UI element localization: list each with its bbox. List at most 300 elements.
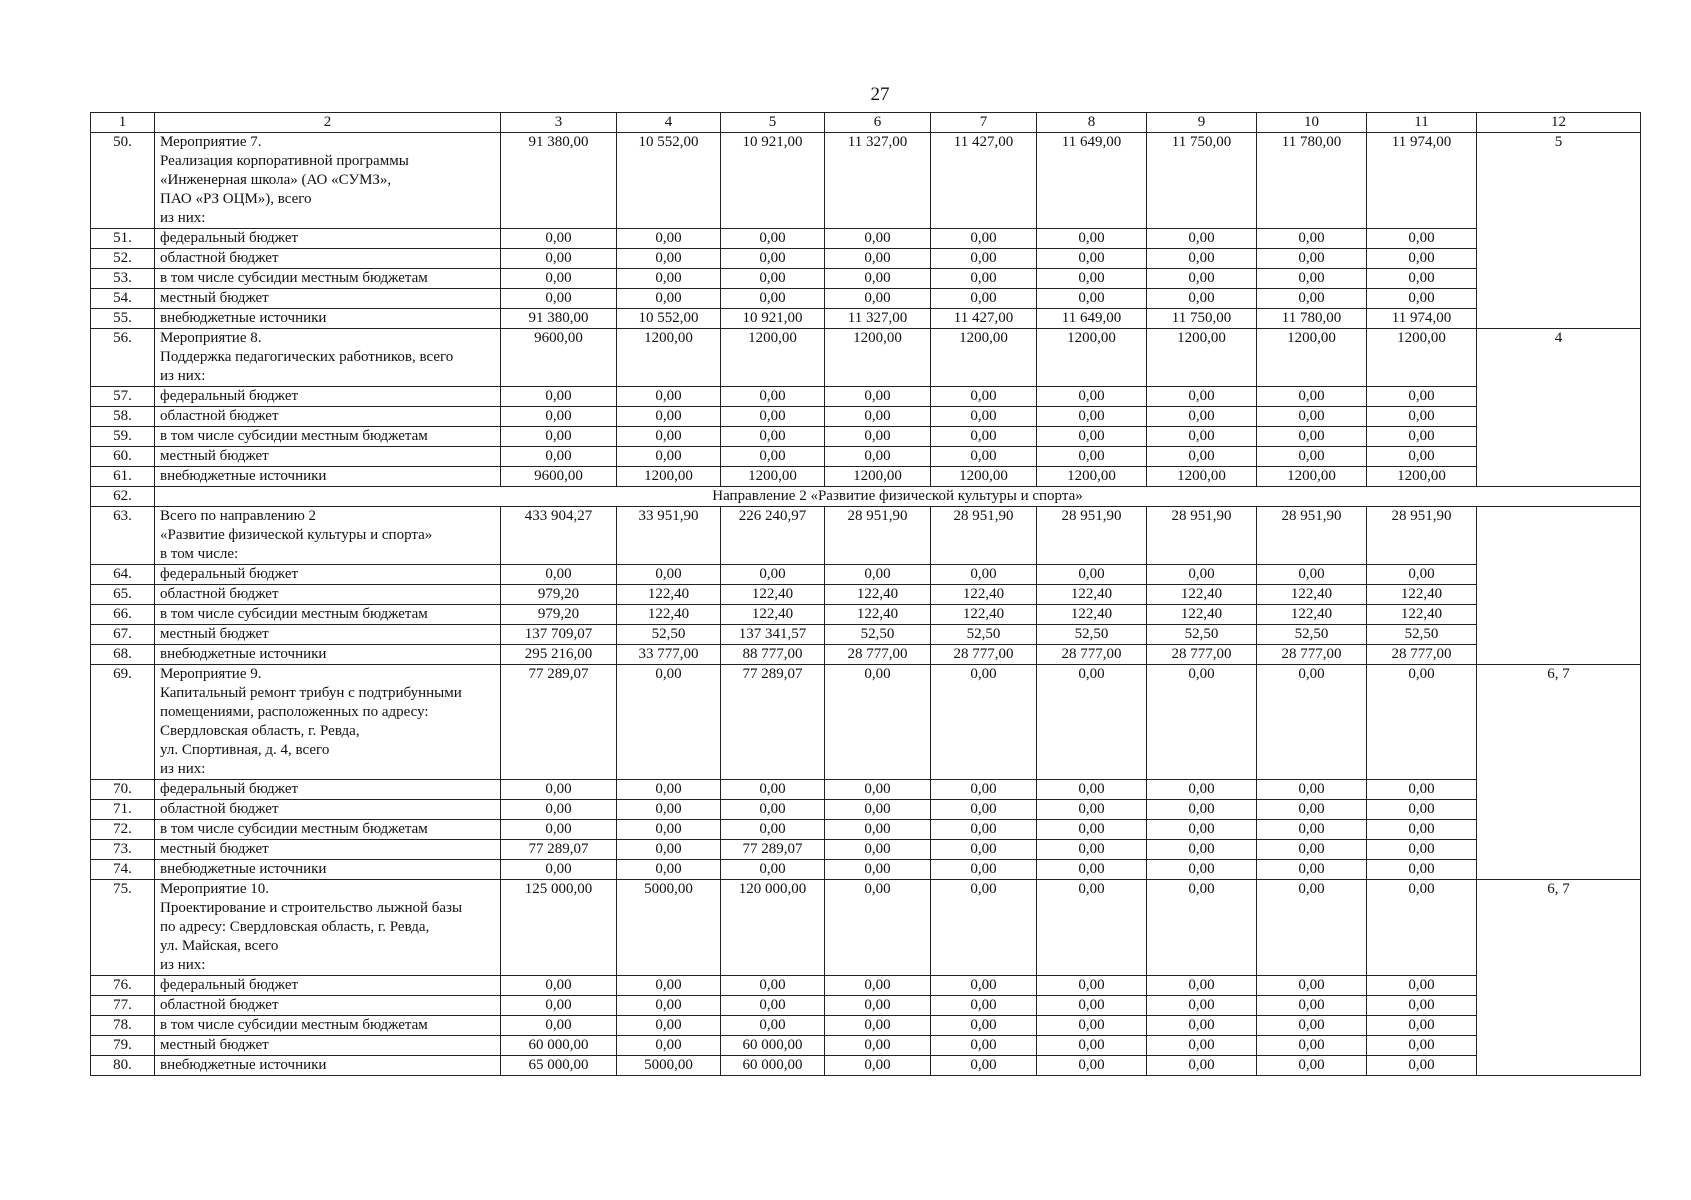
- column-number-cell: 10: [1257, 113, 1367, 133]
- value-cell: 9600,00: [501, 467, 617, 487]
- value-cell: 0,00: [825, 269, 931, 289]
- value-cell: 0,00: [931, 229, 1037, 249]
- value-cell: 0,00: [931, 1056, 1037, 1076]
- value-cell: 0,00: [1147, 229, 1257, 249]
- section-title: Направление 2 «Развитие физической культуры и спорта»: [155, 487, 1641, 507]
- value-cell: 5000,00: [617, 1056, 721, 1076]
- name-line: местный бюджет: [160, 626, 269, 642]
- name-line: внебюджетные источники: [160, 861, 327, 877]
- funding-source-name: [155, 1036, 501, 1056]
- funding-source-name: [155, 407, 501, 427]
- value-cell: 10 921,00: [721, 309, 825, 329]
- value-cell: 0,00: [1367, 800, 1477, 820]
- table-row: [91, 467, 1641, 487]
- value-cell: 0,00: [1367, 229, 1477, 249]
- table-row: [91, 605, 1641, 625]
- target-indicator-cell: 4: [1477, 329, 1641, 487]
- value-cell: 0,00: [721, 976, 825, 996]
- value-cell: 0,00: [617, 229, 721, 249]
- name-line: Поддержка педагогических работников, всего: [160, 349, 454, 365]
- funding-source-name: [155, 447, 501, 467]
- value-cell: 52,50: [1257, 625, 1367, 645]
- funding-source-name: [155, 229, 501, 249]
- value-cell: 122,40: [1147, 605, 1257, 625]
- value-cell: 28 951,90: [825, 507, 931, 565]
- table-row: [91, 860, 1641, 880]
- value-cell: 0,00: [931, 1016, 1037, 1036]
- value-cell: 120 000,00: [721, 880, 825, 976]
- name-line: Мероприятие 10.: [160, 881, 269, 897]
- value-cell: 0,00: [721, 780, 825, 800]
- value-cell: 0,00: [931, 427, 1037, 447]
- value-cell: 0,00: [825, 1056, 931, 1076]
- name-line: областной бюджет: [160, 801, 279, 817]
- table-row: [91, 269, 1641, 289]
- table-row: [91, 1036, 1641, 1056]
- table-row: [91, 229, 1641, 249]
- value-cell: 0,00: [1147, 387, 1257, 407]
- name-line: Всего по направлению 2: [160, 508, 317, 524]
- value-cell: 0,00: [721, 229, 825, 249]
- row-number: 60.: [91, 447, 155, 467]
- name-line: «Инженерная школа» (АО «СУМЗ»,: [160, 172, 392, 188]
- value-cell: 11 649,00: [1037, 133, 1147, 229]
- value-cell: 0,00: [825, 1036, 931, 1056]
- value-cell: 0,00: [1037, 1056, 1147, 1076]
- value-cell: 0,00: [1037, 780, 1147, 800]
- value-cell: 1200,00: [1257, 467, 1367, 487]
- value-cell: 0,00: [931, 447, 1037, 467]
- funding-source-name: [155, 1016, 501, 1036]
- value-cell: 0,00: [1037, 289, 1147, 309]
- value-cell: 137 709,07: [501, 625, 617, 645]
- value-cell: 28 951,90: [931, 507, 1037, 565]
- value-cell: 0,00: [617, 427, 721, 447]
- target-indicator-cell: [1477, 507, 1641, 665]
- column-number-row: [91, 113, 1641, 133]
- name-line: из них:: [160, 368, 206, 384]
- value-cell: 0,00: [721, 387, 825, 407]
- value-cell: 91 380,00: [501, 133, 617, 229]
- value-cell: 52,50: [1037, 625, 1147, 645]
- value-cell: 0,00: [1147, 427, 1257, 447]
- value-cell: 0,00: [1257, 1016, 1367, 1036]
- value-cell: 0,00: [1367, 407, 1477, 427]
- value-cell: 0,00: [825, 996, 931, 1016]
- value-cell: 122,40: [1037, 585, 1147, 605]
- value-cell: 0,00: [1367, 447, 1477, 467]
- value-cell: 0,00: [1257, 1056, 1367, 1076]
- row-number: 66.: [91, 605, 155, 625]
- value-cell: 0,00: [501, 229, 617, 249]
- target-indicator-cell: 5: [1477, 133, 1641, 329]
- value-cell: 137 341,57: [721, 625, 825, 645]
- value-cell: 28 777,00: [825, 645, 931, 665]
- value-cell: 10 552,00: [617, 133, 721, 229]
- value-cell: 0,00: [931, 249, 1037, 269]
- value-cell: 0,00: [1147, 1056, 1257, 1076]
- value-cell: 0,00: [1037, 1036, 1147, 1056]
- row-number: 57.: [91, 387, 155, 407]
- value-cell: 122,40: [721, 605, 825, 625]
- value-cell: 0,00: [721, 1016, 825, 1036]
- value-cell: 1200,00: [931, 467, 1037, 487]
- name-line: по адресу: Свердловская область, г. Ревда,: [160, 919, 430, 935]
- value-cell: 122,40: [617, 605, 721, 625]
- column-number-cell: 4: [617, 113, 721, 133]
- value-cell: 0,00: [501, 407, 617, 427]
- value-cell: 28 951,90: [1257, 507, 1367, 565]
- value-cell: 0,00: [1147, 665, 1257, 780]
- value-cell: 1200,00: [1367, 467, 1477, 487]
- value-cell: 0,00: [617, 780, 721, 800]
- value-cell: 0,00: [1147, 800, 1257, 820]
- funding-source-name: [155, 427, 501, 447]
- value-cell: 0,00: [931, 1036, 1037, 1056]
- table-row: [91, 1056, 1641, 1076]
- name-line: Мероприятие 7.: [160, 134, 262, 150]
- budget-table: [90, 112, 1641, 1076]
- value-cell: 0,00: [617, 860, 721, 880]
- name-line: в том числе субсидии местным бюджетам: [160, 270, 428, 286]
- value-cell: 77 289,07: [721, 665, 825, 780]
- value-cell: 77 289,07: [721, 840, 825, 860]
- value-cell: 0,00: [1257, 407, 1367, 427]
- name-line: внебюджетные источники: [160, 310, 327, 326]
- value-cell: 0,00: [617, 1016, 721, 1036]
- value-cell: 0,00: [931, 780, 1037, 800]
- value-cell: 0,00: [721, 565, 825, 585]
- table-row: [91, 309, 1641, 329]
- funding-source-name: [155, 309, 501, 329]
- value-cell: 0,00: [1037, 565, 1147, 585]
- row-number: 79.: [91, 1036, 155, 1056]
- name-line: ул. Спортивная, д. 4, всего: [160, 742, 330, 758]
- value-cell: 0,00: [1147, 565, 1257, 585]
- value-cell: 11 780,00: [1257, 309, 1367, 329]
- value-cell: 0,00: [1367, 565, 1477, 585]
- table-row: [91, 289, 1641, 309]
- value-cell: 0,00: [501, 800, 617, 820]
- table-row: [91, 780, 1641, 800]
- table-row: [91, 487, 1641, 507]
- value-cell: 0,00: [617, 447, 721, 467]
- value-cell: 0,00: [931, 996, 1037, 1016]
- activity-name: [155, 507, 501, 565]
- row-number: 56.: [91, 329, 155, 387]
- value-cell: 88 777,00: [721, 645, 825, 665]
- value-cell: 0,00: [721, 249, 825, 269]
- value-cell: 0,00: [1367, 976, 1477, 996]
- value-cell: 1200,00: [617, 467, 721, 487]
- value-cell: 0,00: [1367, 269, 1477, 289]
- value-cell: 0,00: [1037, 800, 1147, 820]
- value-cell: 0,00: [1037, 880, 1147, 976]
- column-number-cell: 5: [721, 113, 825, 133]
- name-line: помещениями, расположенных по адресу:: [160, 704, 429, 720]
- name-line: внебюджетные источники: [160, 646, 327, 662]
- value-cell: 0,00: [825, 387, 931, 407]
- value-cell: 52,50: [1147, 625, 1257, 645]
- name-line: Капитальный ремонт трибун с подтрибунными: [160, 685, 462, 701]
- value-cell: 0,00: [931, 840, 1037, 860]
- value-cell: 0,00: [501, 780, 617, 800]
- table-row: [91, 507, 1641, 565]
- value-cell: 0,00: [501, 289, 617, 309]
- value-cell: 0,00: [501, 565, 617, 585]
- table-row: [91, 800, 1641, 820]
- name-line: в том числе:: [160, 546, 239, 562]
- funding-source-name: [155, 976, 501, 996]
- value-cell: 0,00: [1147, 1016, 1257, 1036]
- name-line: ул. Майская, всего: [160, 938, 279, 954]
- value-cell: 0,00: [1367, 1036, 1477, 1056]
- table-row: [91, 427, 1641, 447]
- funding-source-name: [155, 840, 501, 860]
- column-number-cell: 9: [1147, 113, 1257, 133]
- name-line: федеральный бюджет: [160, 388, 299, 404]
- row-number: 76.: [91, 976, 155, 996]
- row-number: 51.: [91, 229, 155, 249]
- value-cell: 0,00: [931, 269, 1037, 289]
- value-cell: 60 000,00: [721, 1036, 825, 1056]
- funding-source-name: [155, 860, 501, 880]
- row-number: 62.: [91, 487, 155, 507]
- name-line: Мероприятие 9.: [160, 666, 262, 682]
- value-cell: 0,00: [501, 860, 617, 880]
- name-line: местный бюджет: [160, 1037, 269, 1053]
- value-cell: 0,00: [721, 447, 825, 467]
- table-row: [91, 976, 1641, 996]
- value-cell: 0,00: [501, 249, 617, 269]
- value-cell: 0,00: [1147, 447, 1257, 467]
- column-number-cell: 1: [91, 113, 155, 133]
- funding-source-name: [155, 585, 501, 605]
- value-cell: 122,40: [825, 585, 931, 605]
- value-cell: 122,40: [1147, 585, 1257, 605]
- value-cell: 5000,00: [617, 880, 721, 976]
- row-number: 77.: [91, 996, 155, 1016]
- value-cell: 33 777,00: [617, 645, 721, 665]
- name-line: федеральный бюджет: [160, 977, 299, 993]
- value-cell: 91 380,00: [501, 309, 617, 329]
- value-cell: 1200,00: [1037, 467, 1147, 487]
- value-cell: 0,00: [617, 565, 721, 585]
- value-cell: 0,00: [617, 800, 721, 820]
- value-cell: 0,00: [1147, 780, 1257, 800]
- activity-name: [155, 133, 501, 229]
- row-number: 53.: [91, 269, 155, 289]
- value-cell: 0,00: [721, 800, 825, 820]
- budget-table-container: [90, 112, 1640, 1076]
- value-cell: 11 974,00: [1367, 133, 1477, 229]
- value-cell: 11 780,00: [1257, 133, 1367, 229]
- value-cell: 1200,00: [721, 329, 825, 387]
- value-cell: 52,50: [931, 625, 1037, 645]
- value-cell: 0,00: [721, 269, 825, 289]
- funding-source-name: [155, 780, 501, 800]
- value-cell: 122,40: [931, 585, 1037, 605]
- table-row: [91, 329, 1641, 387]
- row-number: 55.: [91, 309, 155, 329]
- value-cell: 0,00: [501, 1016, 617, 1036]
- value-cell: 0,00: [825, 860, 931, 880]
- value-cell: 122,40: [1257, 585, 1367, 605]
- value-cell: 0,00: [721, 996, 825, 1016]
- column-number-cell: 8: [1037, 113, 1147, 133]
- value-cell: 0,00: [501, 387, 617, 407]
- table-row: [91, 1016, 1641, 1036]
- value-cell: 1200,00: [1147, 329, 1257, 387]
- value-cell: 295 216,00: [501, 645, 617, 665]
- value-cell: 11 427,00: [931, 309, 1037, 329]
- value-cell: 28 951,90: [1147, 507, 1257, 565]
- value-cell: 11 974,00: [1367, 309, 1477, 329]
- value-cell: 0,00: [931, 880, 1037, 976]
- value-cell: 1200,00: [931, 329, 1037, 387]
- value-cell: 1200,00: [1147, 467, 1257, 487]
- table-row: [91, 840, 1641, 860]
- row-number: 59.: [91, 427, 155, 447]
- value-cell: 0,00: [1037, 447, 1147, 467]
- value-cell: 0,00: [825, 665, 931, 780]
- value-cell: 1200,00: [1257, 329, 1367, 387]
- value-cell: 0,00: [1037, 229, 1147, 249]
- row-number: 63.: [91, 507, 155, 565]
- value-cell: 0,00: [1257, 249, 1367, 269]
- value-cell: 122,40: [931, 605, 1037, 625]
- row-number: 69.: [91, 665, 155, 780]
- value-cell: 0,00: [931, 565, 1037, 585]
- value-cell: 0,00: [617, 665, 721, 780]
- value-cell: 0,00: [1367, 996, 1477, 1016]
- value-cell: 0,00: [825, 427, 931, 447]
- value-cell: 0,00: [1037, 249, 1147, 269]
- value-cell: 0,00: [617, 840, 721, 860]
- table-row: [91, 820, 1641, 840]
- value-cell: 0,00: [1257, 880, 1367, 976]
- funding-source-name: [155, 269, 501, 289]
- value-cell: 28 951,90: [1037, 507, 1147, 565]
- row-number: 78.: [91, 1016, 155, 1036]
- row-number: 73.: [91, 840, 155, 860]
- row-number: 58.: [91, 407, 155, 427]
- value-cell: 0,00: [1147, 269, 1257, 289]
- value-cell: 65 000,00: [501, 1056, 617, 1076]
- value-cell: 0,00: [1367, 860, 1477, 880]
- value-cell: 0,00: [825, 1016, 931, 1036]
- value-cell: 11 750,00: [1147, 133, 1257, 229]
- value-cell: 0,00: [825, 820, 931, 840]
- value-cell: 60 000,00: [501, 1036, 617, 1056]
- value-cell: 0,00: [931, 860, 1037, 880]
- value-cell: 0,00: [1037, 387, 1147, 407]
- value-cell: 0,00: [617, 289, 721, 309]
- value-cell: 0,00: [617, 407, 721, 427]
- value-cell: 125 000,00: [501, 880, 617, 976]
- value-cell: 0,00: [1257, 996, 1367, 1016]
- value-cell: 0,00: [1037, 665, 1147, 780]
- value-cell: 0,00: [1367, 289, 1477, 309]
- value-cell: 77 289,07: [501, 665, 617, 780]
- row-number: 64.: [91, 565, 155, 585]
- value-cell: 0,00: [1367, 780, 1477, 800]
- funding-source-name: [155, 800, 501, 820]
- value-cell: 0,00: [931, 820, 1037, 840]
- value-cell: 11 649,00: [1037, 309, 1147, 329]
- value-cell: 0,00: [501, 269, 617, 289]
- value-cell: 1200,00: [1367, 329, 1477, 387]
- name-line: Свердловская область, г. Ревда,: [160, 723, 360, 739]
- funding-source-name: [155, 467, 501, 487]
- name-line: из них:: [160, 957, 206, 973]
- table-row: [91, 133, 1641, 229]
- value-cell: 0,00: [1367, 880, 1477, 976]
- value-cell: 0,00: [1367, 427, 1477, 447]
- value-cell: 0,00: [617, 249, 721, 269]
- value-cell: 28 777,00: [1257, 645, 1367, 665]
- funding-source-name: [155, 996, 501, 1016]
- value-cell: 0,00: [1147, 1036, 1257, 1056]
- funding-source-name: [155, 820, 501, 840]
- activity-name: [155, 665, 501, 780]
- value-cell: 0,00: [1037, 1016, 1147, 1036]
- row-number: 75.: [91, 880, 155, 976]
- value-cell: 0,00: [1147, 289, 1257, 309]
- value-cell: 60 000,00: [721, 1056, 825, 1076]
- value-cell: 0,00: [1257, 780, 1367, 800]
- value-cell: 122,40: [1367, 605, 1477, 625]
- row-number: 52.: [91, 249, 155, 269]
- value-cell: 122,40: [1367, 585, 1477, 605]
- value-cell: 433 904,27: [501, 507, 617, 565]
- value-cell: 0,00: [1147, 996, 1257, 1016]
- value-cell: 0,00: [1257, 820, 1367, 840]
- table-row: [91, 447, 1641, 467]
- value-cell: 979,20: [501, 605, 617, 625]
- value-cell: 0,00: [1147, 820, 1257, 840]
- value-cell: 0,00: [1037, 860, 1147, 880]
- value-cell: 0,00: [617, 996, 721, 1016]
- value-cell: 0,00: [1037, 820, 1147, 840]
- value-cell: 28 777,00: [1147, 645, 1257, 665]
- value-cell: 0,00: [1257, 840, 1367, 860]
- name-line: внебюджетные источники: [160, 1057, 327, 1073]
- value-cell: 0,00: [501, 976, 617, 996]
- table-row: [91, 585, 1641, 605]
- value-cell: 0,00: [931, 289, 1037, 309]
- value-cell: 52,50: [825, 625, 931, 645]
- value-cell: 0,00: [617, 1036, 721, 1056]
- value-cell: 0,00: [931, 407, 1037, 427]
- funding-source-name: [155, 1056, 501, 1076]
- target-indicator-cell: 6, 7: [1477, 665, 1641, 880]
- value-cell: 0,00: [1257, 447, 1367, 467]
- value-cell: 0,00: [825, 565, 931, 585]
- value-cell: 0,00: [1367, 1016, 1477, 1036]
- value-cell: 0,00: [1257, 269, 1367, 289]
- row-number: 65.: [91, 585, 155, 605]
- row-number: 71.: [91, 800, 155, 820]
- name-line: федеральный бюджет: [160, 781, 299, 797]
- name-line: областной бюджет: [160, 408, 279, 424]
- name-line: внебюджетные источники: [160, 468, 327, 484]
- value-cell: 0,00: [721, 820, 825, 840]
- value-cell: 122,40: [1037, 605, 1147, 625]
- value-cell: 0,00: [825, 840, 931, 860]
- value-cell: 122,40: [825, 605, 931, 625]
- value-cell: 0,00: [931, 387, 1037, 407]
